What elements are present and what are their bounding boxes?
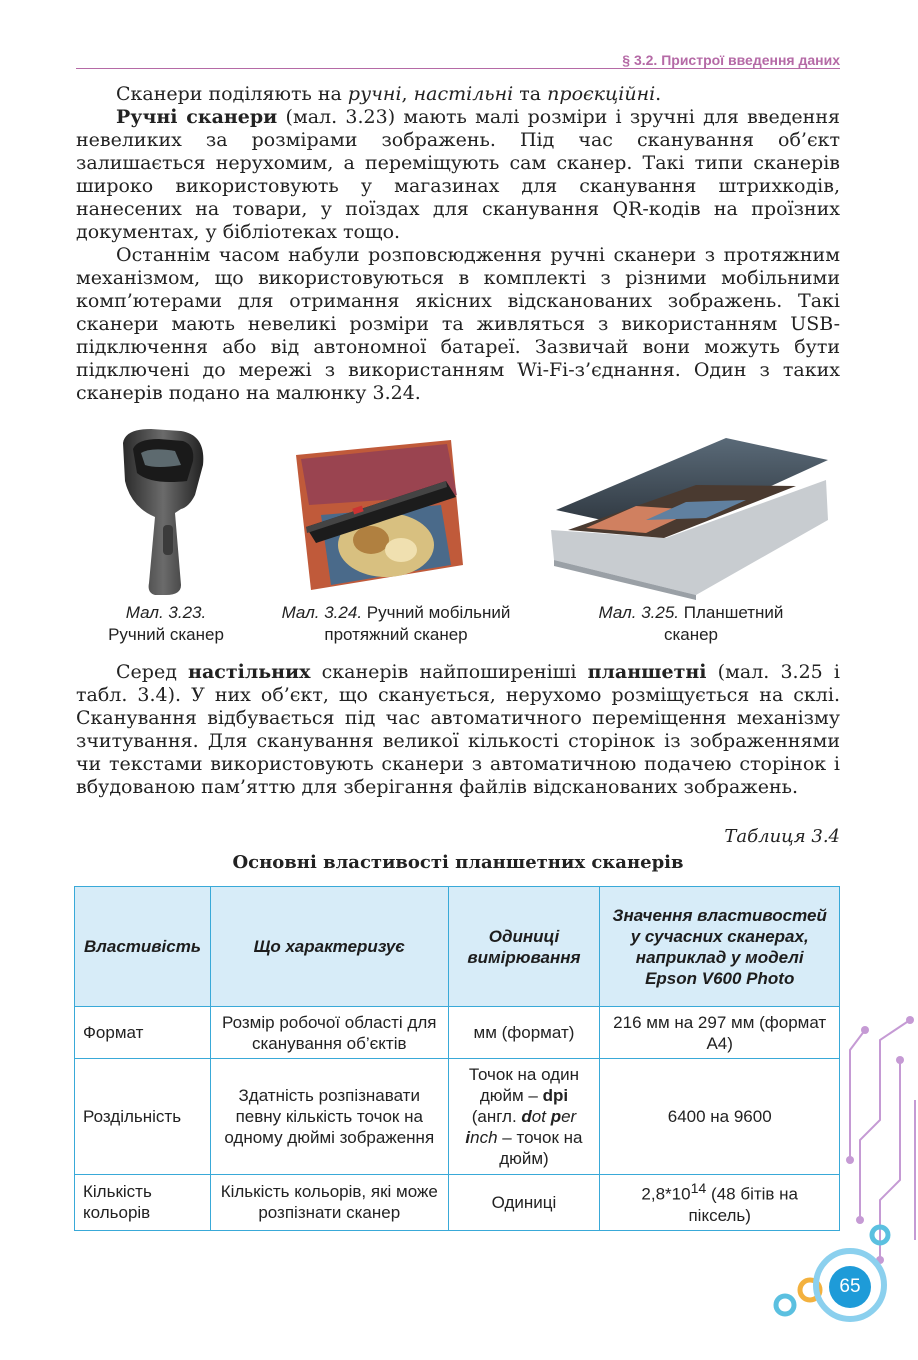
text-run: dpi xyxy=(542,1086,569,1105)
figure-caption-3-24 xyxy=(261,602,531,646)
text-run: (англ. xyxy=(471,1107,522,1126)
text-run: (мал. 3.25 і табл. 3.4). У них об’єкт, що сканується, нерухомо розміщується на склі. Сканування відбувається під час автоматичного переміщення механізму зчитування. Для сканування великої кількості сторінок із зображеннями чи текстами використовують сканери з автоматичною подачею сторінок і вбудованою пам’яттю для зберігання файлів відсканованих зображень. xyxy=(76,661,840,798)
text-run: . xyxy=(655,83,662,105)
text-run: Точок на один дюйм – xyxy=(468,1065,579,1105)
text-run: настільних xyxy=(188,661,311,683)
figure-caption-3-25 xyxy=(576,602,806,646)
text-run: er xyxy=(561,1107,577,1126)
table-row xyxy=(75,1175,840,1231)
figure-caption-3-23 xyxy=(76,602,256,646)
value-exponent: 14 xyxy=(690,1181,707,1197)
circuit-decoration xyxy=(760,1000,918,1360)
flatbed-scanner-image xyxy=(546,430,831,600)
figure-text: Ручний сканер xyxy=(108,625,224,644)
section-header: § 3.2. Пристрої введення даних xyxy=(622,52,840,68)
paragraph xyxy=(76,244,840,405)
properties-table xyxy=(74,886,840,1231)
handheld-scanner-image xyxy=(111,425,221,600)
text-run: Ручні сканери xyxy=(116,106,278,128)
figures-row xyxy=(76,420,840,650)
units-cell xyxy=(448,1007,600,1059)
text-run: Сканери поділяють на xyxy=(116,83,348,105)
text-run: – точок на дюйм) xyxy=(497,1128,583,1168)
figure-label: Мал. 3.23. xyxy=(125,603,207,622)
text-run: планшетні xyxy=(587,661,707,683)
table-row xyxy=(75,1059,840,1175)
text-run: настільні xyxy=(413,83,514,105)
text-run: та xyxy=(513,83,548,105)
page-number-badge: 65 xyxy=(829,1266,871,1308)
text-run: , xyxy=(401,83,414,105)
text-run: nch xyxy=(470,1128,498,1147)
units-cell xyxy=(448,1059,600,1175)
text-run: (мал. 3.23) мають малі розміри і зручні для введення невеликих за розмірами зображень. Під час сканування об’єкт залишається нерухомим, а переміщують сам сканер. Такі типи сканерів широко використовують у магазинах для сканування штрихкодів, нанесених на товари, у поїздах для сканування QR-кодів на проїзних документах, у бібліотеках тощо. xyxy=(76,106,840,243)
text-run: мм (формат) xyxy=(473,1023,575,1042)
table-caption: Таблиця 3.4 xyxy=(724,826,840,847)
value-cell: 216 мм на 297 мм (формат A4) xyxy=(600,1007,840,1059)
header-cell: Значення властивостей у сучасних сканерах, наприклад у моделі Epson V600 Photo xyxy=(600,887,840,1007)
table-title: Основні властивості планшетних сканерів xyxy=(232,852,684,873)
table-header-row xyxy=(75,887,840,1007)
text-run: проєкційні xyxy=(547,83,656,105)
body-text-top xyxy=(76,83,840,405)
header-cell: Що характеризує xyxy=(210,887,448,1007)
property-cell: Формат xyxy=(75,1007,211,1059)
figure-label: Мал. 3.25. xyxy=(598,603,680,622)
figure-text: Планшетний сканер xyxy=(663,603,784,644)
header-cell: Одиниці вимірювання xyxy=(448,887,600,1007)
figure-label: Мал. 3.24. xyxy=(281,603,363,622)
value-cell: 6400 на 9600 xyxy=(600,1059,840,1175)
text-run: сканерів найпоширеніші xyxy=(310,661,588,683)
table-row xyxy=(75,1007,840,1059)
paragraph xyxy=(76,83,840,106)
text-run: i xyxy=(465,1128,471,1147)
paragraph xyxy=(76,106,840,244)
units-cell xyxy=(448,1175,600,1231)
header-rule xyxy=(76,68,840,69)
text-run: p xyxy=(550,1107,562,1126)
value-rest: (48 бітів на піксель) xyxy=(688,1184,799,1225)
header-cell: Властивість xyxy=(75,887,211,1007)
portable-scanner-image xyxy=(291,435,466,595)
figure-text: Ручний мобільний протяжний сканер xyxy=(324,603,511,644)
text-run: ручні xyxy=(347,83,402,105)
value-base: 2,8*10 xyxy=(641,1184,691,1204)
property-cell: Роздільність xyxy=(75,1059,211,1175)
paragraph xyxy=(76,661,840,799)
describes-cell: Кількість кольорів, які може розпізнати сканер xyxy=(210,1175,448,1231)
describes-cell: Здатність розпізнавати певну кількість точок на одному дюймі зображення xyxy=(210,1059,448,1175)
body-text-bottom xyxy=(76,661,840,799)
text-run: Серед xyxy=(116,661,189,683)
text-run: ot xyxy=(531,1107,551,1126)
text-run: Останнім часом набули розповсюдження ручні сканери з протяжним механізмом, що використовуються в комплекті з різними мобільними комп’ютерами для отримання якісних відсканованих зображень. Такі сканери мають невеликі розміри та живляться з використанням USB-підключення або від автономної батареї. Зазвичай вони можуть бути підключені до мережі з використанням Wi-Fi-з’єднання. Один з таких сканерів подано на малюнку 3.24. xyxy=(76,244,840,404)
text-run: d xyxy=(521,1107,532,1126)
describes-cell: Розмір робочої області для сканування об’єктів xyxy=(210,1007,448,1059)
property-cell: Кількість кольорів xyxy=(75,1175,211,1231)
text-run: Одиниці xyxy=(491,1192,557,1212)
